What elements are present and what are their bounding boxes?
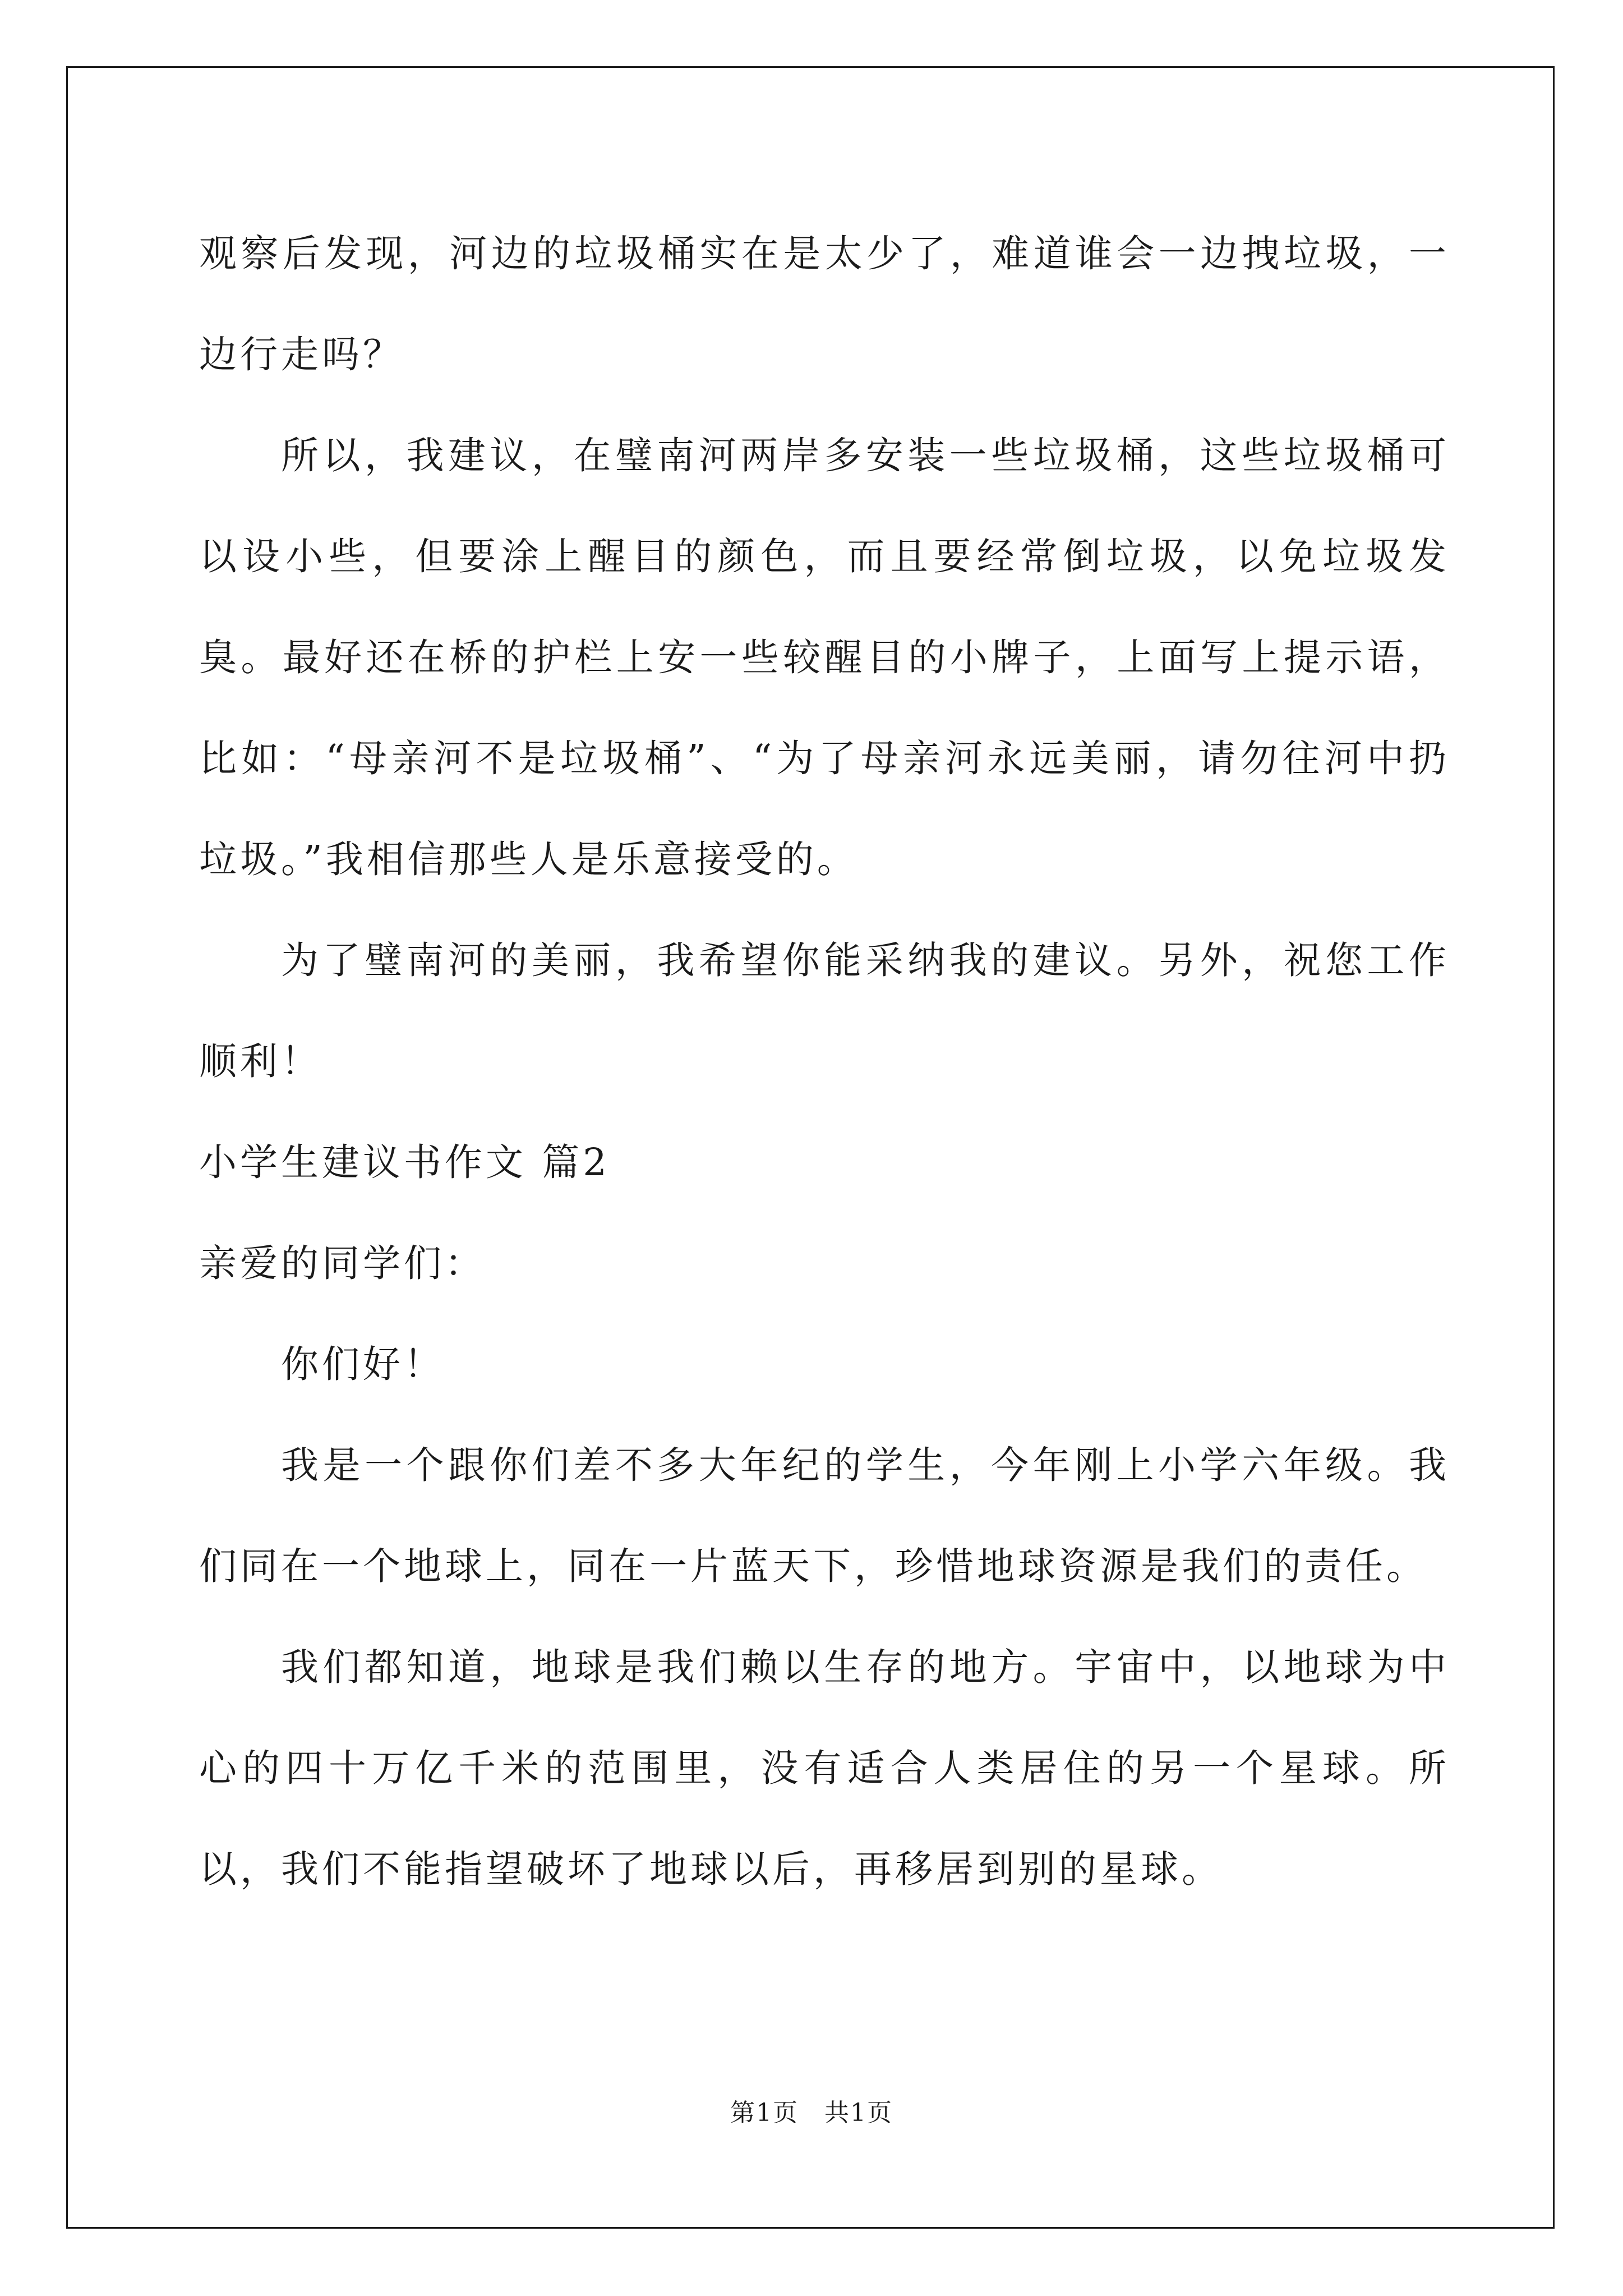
paragraph-4: 我是一个跟你们差不多大年纪的学生，今年刚上小学六年级。我们同在一个地球上，同在一片蓝天下，珍惜地球资源是我们的责任。 [199,1443,1450,1588]
page-footer: 第1页 共1页 [730,2099,893,2127]
salutation: 亲爱的同学们： [199,1241,486,1285]
greeting: 你们好！ [281,1342,445,1386]
paragraph-1: 观察后发现，河边的垃圾桶实在是太少了，难道谁会一边拽垃圾，一边行走吗？ [199,232,1450,376]
document-body [199,203,1450,1920]
section-heading: 小学生建议书作文 篇2 [199,1140,610,1184]
paragraph-3: 为了璧南河的美丽，我希望你能采纳我的建议。另外，祝您工作顺利！ [199,938,1450,1083]
paragraph-5: 我们都知道，地球是我们赖以生存的地方。宇宙中，以地球为中心的四十万亿千米的范围里，没有适合人类居住的另一个星球。所以，我们不能指望破坏了地球以后，再移居到别的星球。 [199,1645,1450,1891]
paragraph-2: 所以，我建议，在璧南河两岸多安装一些垃圾桶，这些垃圾桶可以设小些，但要涂上醒目的颜色，而且要经常倒垃圾，以免垃圾发臭。最好还在桥的护栏上安一些较醒目的小牌子，上面写上提示语，比如：“母亲河不是垃圾桶”、“为了母亲河永远美丽，请勿往河中扔垃圾。”我相信那些人是乐意接受的。 [199,434,1450,881]
